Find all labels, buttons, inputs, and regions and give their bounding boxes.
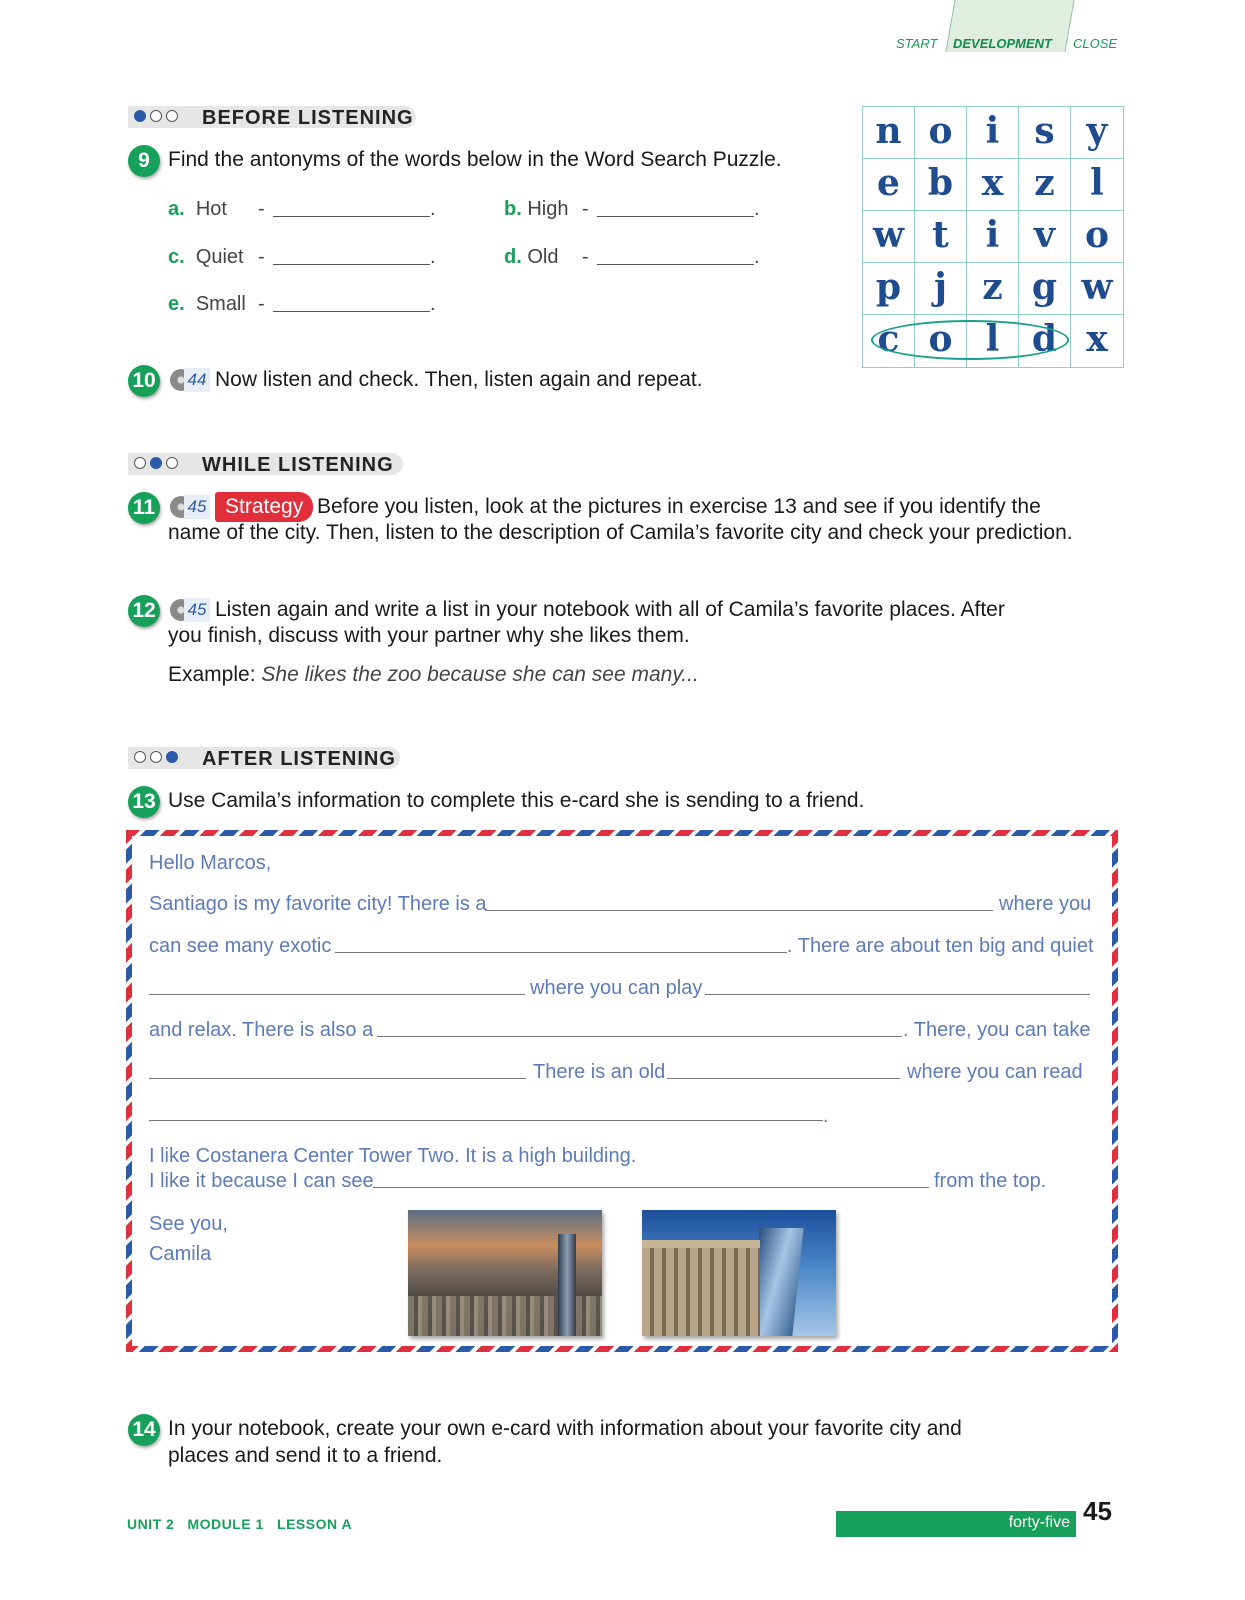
word-search-cell: v: [1019, 211, 1071, 263]
ecard-text: where you can play: [530, 977, 703, 999]
exercise-14-line-2: places and send it to a friend.: [168, 1444, 443, 1467]
antonym-item-e: e. Small: [168, 293, 246, 315]
dash: -: [582, 198, 589, 220]
blank-line[interactable]: [149, 1120, 823, 1121]
ecard-text: from the top.: [934, 1170, 1047, 1192]
word-search-cell: c: [863, 315, 915, 367]
period: .: [430, 246, 436, 268]
ecard-text: . There are about ten big and quiet: [787, 935, 1094, 957]
greeting: Hello Marcos,: [149, 852, 272, 874]
word-search-puzzle: [862, 106, 1124, 368]
period: .: [754, 246, 760, 268]
audio-track-icon[interactable]: [170, 366, 208, 394]
dash: -: [258, 293, 265, 315]
blank-line[interactable]: [373, 1187, 929, 1188]
word-search-cell: o: [915, 315, 967, 367]
exercise-number: 14: [128, 1414, 160, 1446]
dash: -: [258, 246, 265, 268]
word-search-cell: b: [915, 159, 967, 211]
stage-close: CLOSE: [1073, 36, 1118, 51]
exercise-13-instruction: Use Camila’s information to complete this e-card she is sending to a friend.: [168, 789, 865, 812]
period: .: [430, 293, 436, 315]
example-text: She likes the zoo because she can see many...: [261, 663, 699, 686]
exercise-10-instruction: Now listen and check. Then, listen again and repeat.: [215, 368, 703, 391]
word-search-cell: x: [1086, 318, 1108, 360]
dash: -: [582, 246, 589, 268]
exercise-11-line-1: Before you listen, look at the pictures in exercise 13 and see if you identify the: [317, 495, 1041, 518]
exercise-number: 9: [128, 145, 160, 177]
word-search-cell: o: [1071, 211, 1123, 263]
blank-line[interactable]: [149, 1078, 526, 1079]
word-search-cell: l: [967, 315, 1019, 367]
section-before-listening: [128, 106, 416, 128]
blank-line[interactable]: [149, 994, 525, 995]
word-search-cell: t: [915, 211, 967, 263]
period: .: [430, 198, 436, 220]
e-card-body: [132, 836, 1112, 1346]
audio-track-icon[interactable]: [170, 596, 208, 624]
exercise-9-instruction: Find the antonyms of the words below in the Word Search Puzzle.: [168, 148, 782, 171]
exercise-number: 11: [128, 492, 160, 524]
answer-line-e[interactable]: [273, 311, 430, 312]
word-search-cell: z: [967, 263, 1019, 315]
word-search-cell: d: [1019, 315, 1071, 367]
e-card: [126, 830, 1118, 1352]
word-search-cell: w: [863, 211, 915, 263]
word-search-cell: z: [1019, 159, 1071, 211]
signature: Camila: [149, 1243, 212, 1265]
word-search-cell: g: [1019, 263, 1071, 315]
word-search-cell: i: [967, 211, 1019, 263]
period: .: [754, 198, 760, 220]
closing: See you,: [149, 1213, 228, 1235]
exercise-number: 10: [128, 365, 160, 397]
answer-line-d[interactable]: [597, 264, 754, 265]
ecard-text: and relax. There is also a: [149, 1019, 374, 1041]
page-word: forty-five: [1008, 1514, 1070, 1531]
lesson-stage-nav: [890, 0, 1140, 60]
blank-line[interactable]: [335, 952, 787, 953]
ecard-text: There is an old: [533, 1061, 666, 1083]
ecard-text: I like Costanera Center Tower Two. It is a high building.: [149, 1145, 637, 1167]
exercise-11-line-2: name of the city. Then, listen to the description of Camila’s favorite city and check your prediction.: [168, 521, 1073, 544]
ecard-text: Santiago is my favorite city! There is a: [149, 893, 487, 915]
ecard-text: can see many exotic: [149, 935, 332, 957]
track-number: 45: [184, 598, 210, 622]
exercise-number: 12: [128, 595, 160, 627]
track-number: 44: [184, 368, 210, 392]
antonym-item-c: c. Quiet: [168, 246, 244, 268]
word-search-cell: j: [915, 263, 967, 315]
ecard-text: where you: [999, 893, 1092, 915]
word-search-cell: n: [863, 107, 915, 159]
word-search-cell: e: [863, 159, 915, 211]
answer-line-a[interactable]: [273, 216, 430, 217]
blank-line[interactable]: [705, 994, 1090, 995]
exercise-12-example: [168, 661, 699, 688]
section-title: WHILE LISTENING: [202, 454, 394, 476]
page-number: 45: [1083, 1496, 1112, 1526]
answer-line-c[interactable]: [273, 264, 430, 265]
page-bar: [836, 1511, 1076, 1537]
blank-line[interactable]: [377, 1036, 902, 1037]
word-search-cell: l: [1071, 159, 1123, 211]
word-search-cell: o: [915, 107, 967, 159]
answer-circle: [871, 320, 1069, 360]
unit-module-lesson: UNIT 2 MODULE 1 LESSON A: [127, 1516, 353, 1532]
santiago-skyline-photo: [408, 1210, 602, 1336]
exercise-12-line-1: Listen again and write a list in your notebook with all of Camila’s favorite places. After: [215, 598, 1005, 621]
answer-line-b[interactable]: [597, 216, 754, 217]
section-after-listening: [128, 747, 400, 769]
antonym-item-a: a. Hot: [168, 198, 227, 220]
audio-track-icon[interactable]: [170, 493, 208, 521]
exercise-number: 13: [128, 786, 160, 818]
word-search-cell: w: [1071, 263, 1123, 315]
dash: -: [258, 198, 265, 220]
exercise-12-line-2: you finish, discuss with your partner why she likes them.: [168, 624, 690, 647]
example-label: Example:: [168, 663, 256, 686]
word-search-cell: i: [967, 107, 1019, 159]
ecard-text: I like it because I can see: [149, 1170, 374, 1192]
ecard-text: where you can read: [907, 1061, 1083, 1083]
section-title: BEFORE LISTENING: [202, 107, 414, 129]
ecard-text: . There, you can take: [903, 1019, 1091, 1041]
word-search-cell: s: [1019, 107, 1071, 159]
antonym-item-b: b. High: [504, 198, 569, 220]
word-search-cell: y: [1071, 107, 1123, 159]
stage-development: DEVELOPMENT: [953, 36, 1052, 51]
ecard-text: .: [823, 1105, 829, 1127]
blank-line[interactable]: [485, 910, 993, 911]
antonym-item-d: d. Old: [504, 246, 559, 268]
strategy-badge: Strategy: [215, 492, 313, 522]
stage-start: START: [896, 36, 938, 51]
word-search-cell: p: [863, 263, 915, 315]
section-while-listening: [128, 453, 403, 475]
blank-line[interactable]: [667, 1078, 900, 1079]
track-number: 45: [184, 495, 210, 519]
cathedral-tower-photo: [642, 1210, 836, 1336]
exercise-14-line-1: In your notebook, create your own e-card with information about your favorite city and: [168, 1417, 962, 1440]
word-search-cell: x: [967, 159, 1019, 211]
section-title: AFTER LISTENING: [202, 748, 396, 770]
